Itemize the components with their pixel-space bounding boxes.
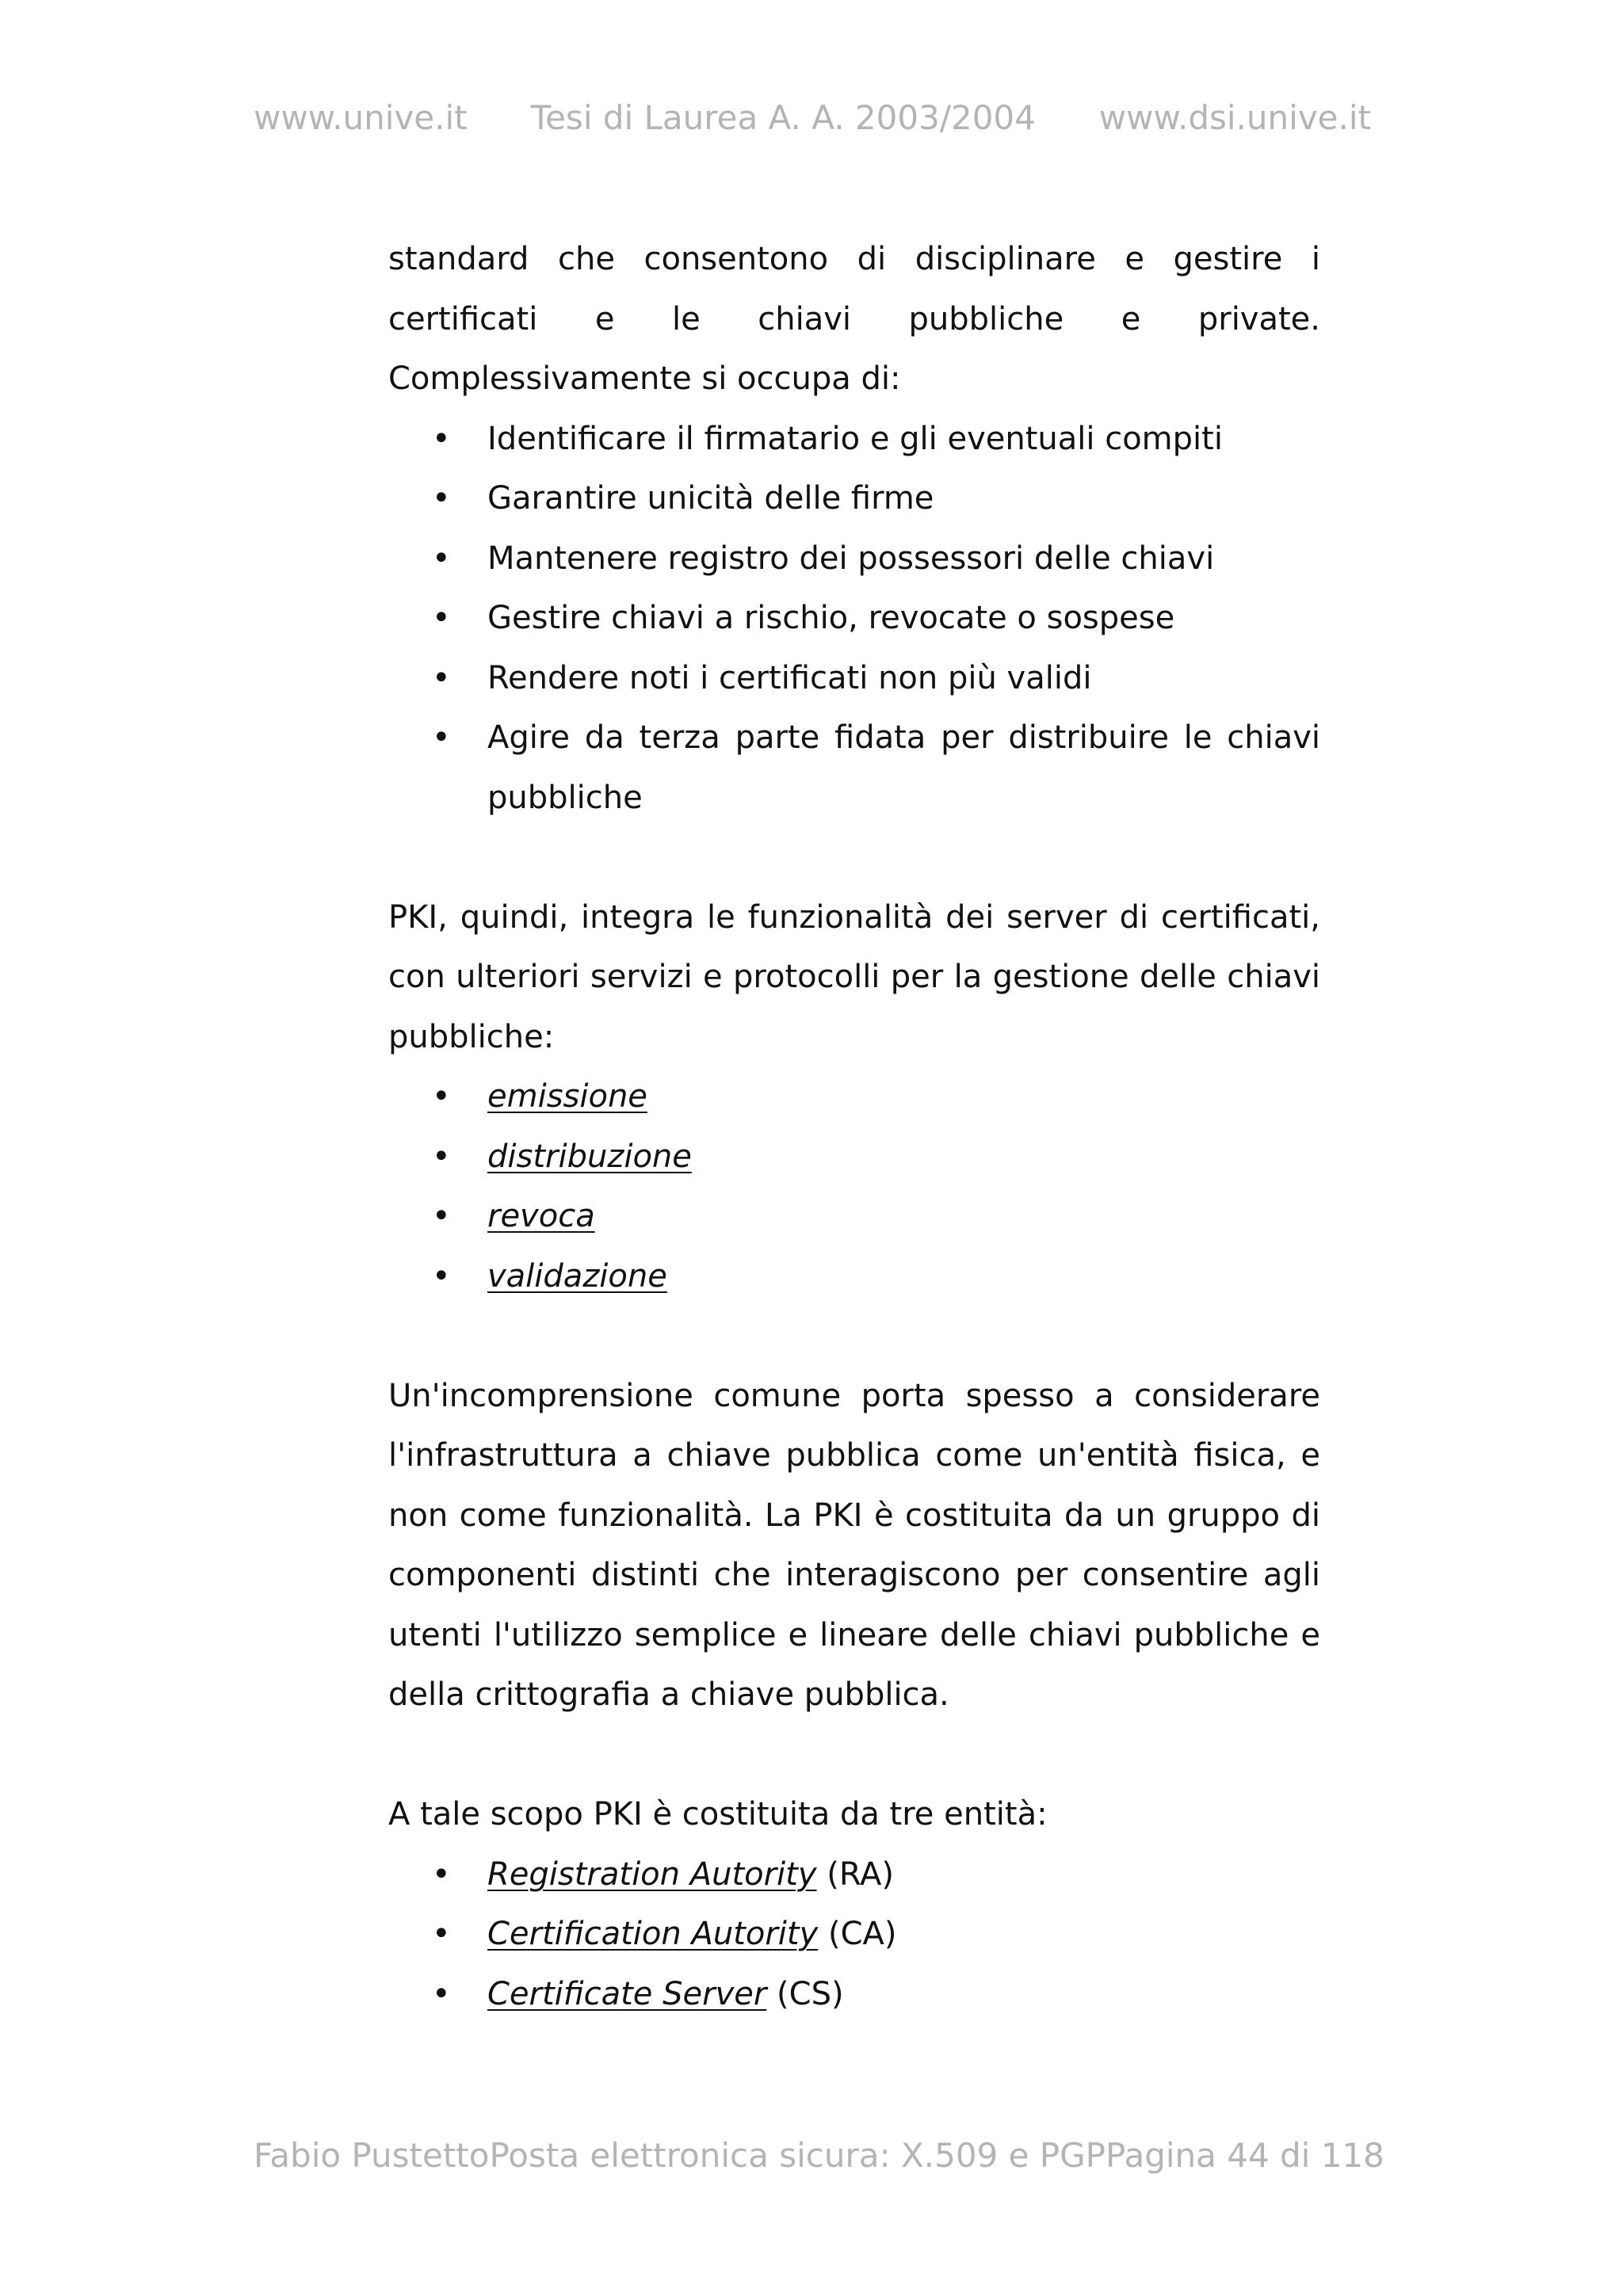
list-item [388,708,1320,828]
list-item-text: Mantenere registro dei possessori delle chiavi [487,540,1215,577]
service-link-distribuzione[interactable]: distribuzione [487,1138,692,1175]
entity-link-ra[interactable]: Registration Autority [487,1855,817,1893]
list-item-text: Gestire chiavi a rischio, revocate o sospese [487,600,1175,636]
intro-paragraph: standard che consentono di disciplinare e gestire i certificati e le chiavi pubbliche e private. Complessivamente si occupa di: [388,241,1320,397]
header-left-url: www.unive.it [254,98,468,137]
list-item [388,1247,1320,1307]
bullet-icon: • [432,1138,451,1175]
bullet-icon: • [432,1257,451,1295]
tasks-list [388,410,1320,829]
bullet-icon: • [432,659,451,696]
list-item-text: Rendere noti i certificati non più validi [487,659,1092,696]
list-item-text: Agire da terza parte fidata per distribuire le chiavi pubbliche [487,719,1320,816]
footer-document-title: Posta elettronica sicura: X.509 e PGP [489,2136,1106,2175]
service-link-revoca[interactable]: revoca [487,1198,595,1234]
page-header [254,98,1371,137]
entity-abbr: (CS) [777,1975,844,2012]
list-item [388,1905,1320,1965]
bullet-icon: • [432,1916,451,1952]
list-item [388,589,1320,649]
service-link-validazione[interactable]: validazione [487,1257,667,1295]
entity-link-cs[interactable]: Certificate Server [487,1975,767,2012]
footer-author: Fabio Pustetto [254,2136,490,2175]
list-item [388,1845,1320,1905]
list-item [388,410,1320,470]
misunderstanding-paragraph: Un'incomprensione comune porta spesso a considerare l'infrastruttura a chiave pubblica come un'entità fisica, e non come funzionalità. La PKI è costituita da un gruppo di componenti distinti che interagiscono per consentire agli utenti l'utilizzo semplice e lineare delle chiavi pubbliche e della crittografia a chiave pubblica. [388,1377,1320,1713]
list-item-text: Garantire unicità delle firme [487,480,934,517]
page-footer [254,2136,1384,2175]
list-item [388,1187,1320,1247]
entity-abbr: (CA) [827,1916,897,1952]
bullet-icon: • [432,1975,451,2012]
bullet-icon: • [432,420,451,457]
service-link-emissione[interactable]: emissione [487,1078,647,1115]
list-item-text: Identificare il firmatario e gli eventuali compiti [487,420,1223,457]
entity-abbr: (RA) [827,1855,894,1893]
entity-link-ca[interactable]: Certification Autority [487,1916,819,1952]
bullet-icon: • [432,1078,451,1115]
list-item [388,469,1320,529]
bullet-icon: • [432,540,451,577]
bullet-icon: • [432,1855,451,1893]
list-item [388,1067,1320,1127]
list-item [388,1127,1320,1188]
entities-list [388,1845,1320,2025]
bullet-icon: • [432,1198,451,1234]
bullet-icon: • [432,480,451,517]
entities-paragraph: A tale scopo PKI è costituita da tre entità: [388,1796,1048,1833]
header-thesis-year: Tesi di Laurea A. A. 2003/2004 [530,98,1036,137]
services-list [388,1067,1320,1306]
bullet-icon: • [432,600,451,636]
list-item [388,1965,1320,2025]
list-item [388,529,1320,589]
pki-paragraph: PKI, quindi, integra le funzionalità dei server di certificati, con ulteriori servizi e protocolli per la gestione delle chiavi pubbliche: [388,898,1320,1055]
header-right-url: www.dsi.unive.it [1098,98,1371,137]
page-body [388,230,1320,2024]
list-item [388,649,1320,709]
footer-page-number: Pagina 44 di 118 [1106,2136,1384,2175]
bullet-icon: • [432,719,451,756]
